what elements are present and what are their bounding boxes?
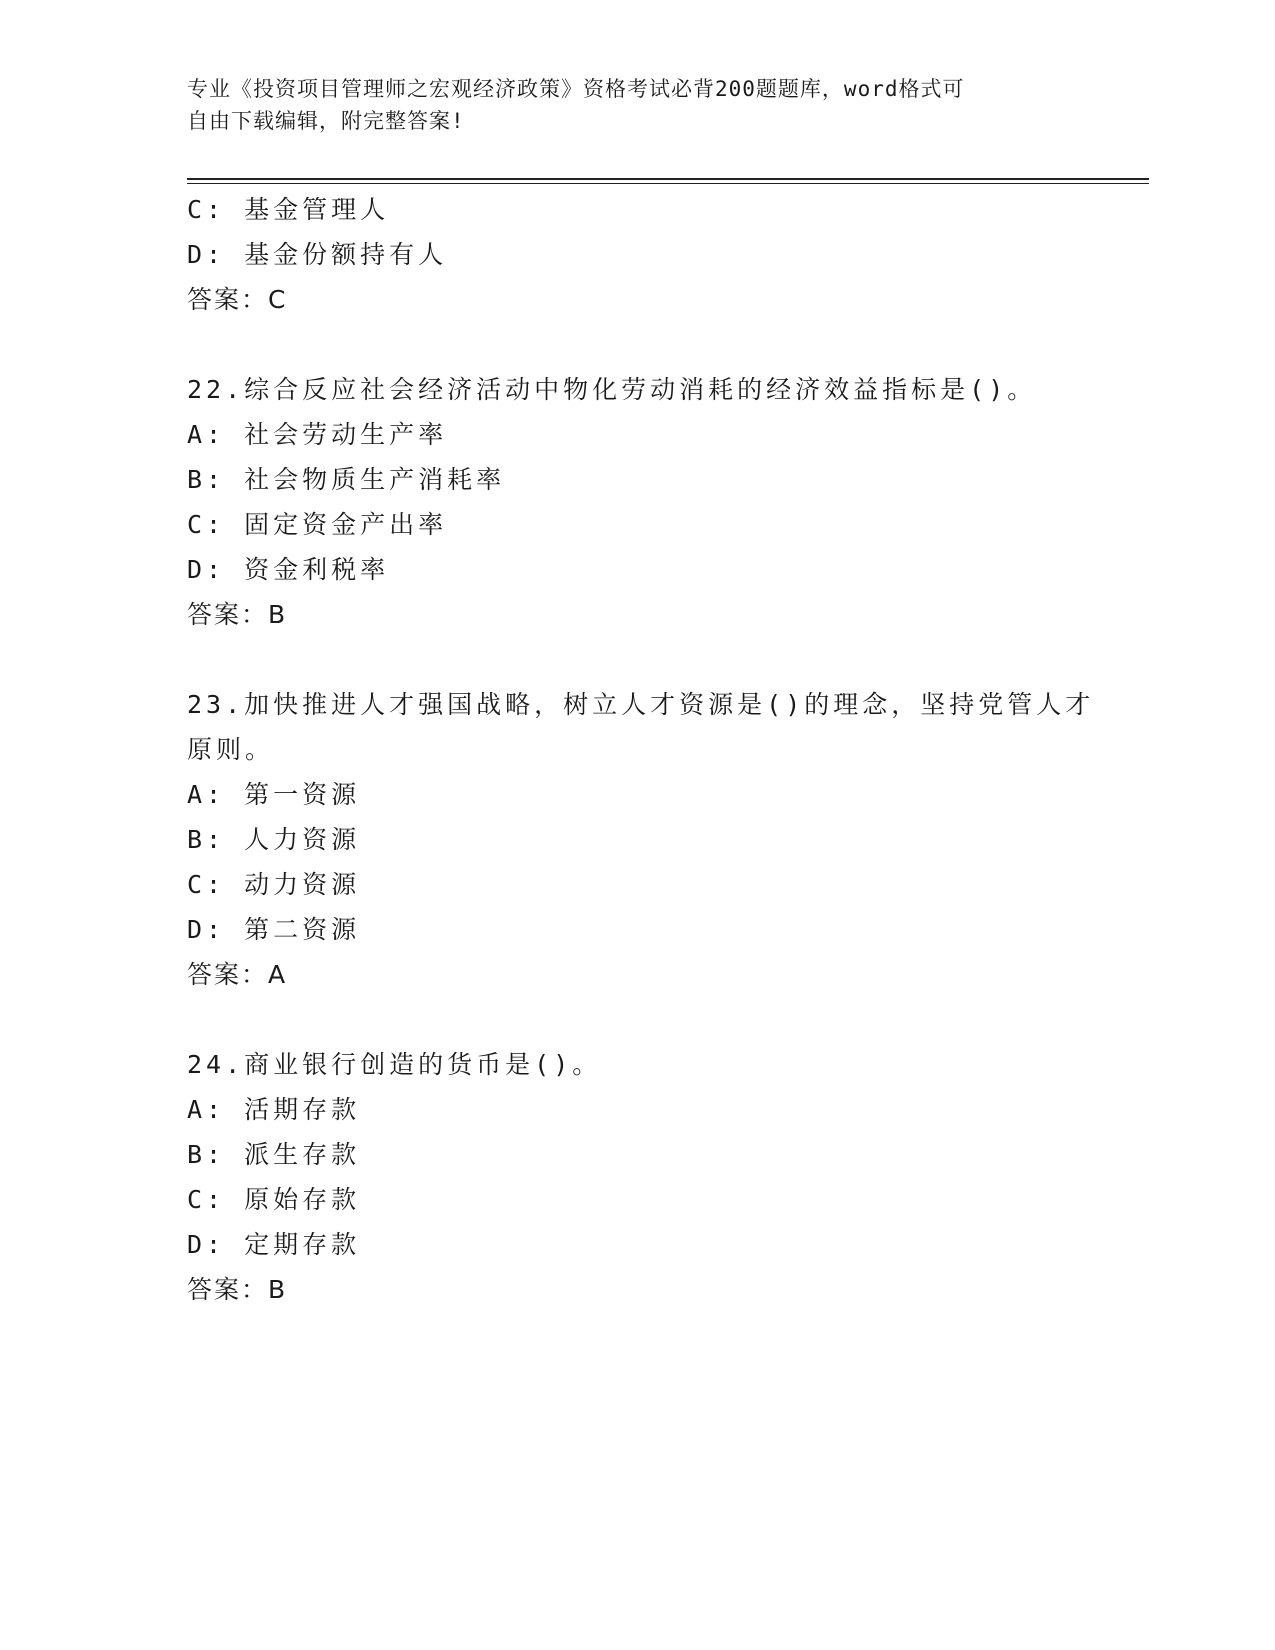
question-22-option-d: D: 资金利税率 [187, 555, 390, 584]
question-23-option-a: A: 第一资源 [187, 780, 361, 809]
document-header [187, 73, 1067, 137]
question-22-option-a: A: 社会劳动生产率 [187, 420, 448, 449]
prev-option-c: C: 基金管理人 [187, 195, 390, 224]
question-24-answer: 答案：B [187, 1275, 288, 1304]
header-rule-thin [187, 183, 1149, 184]
question-22-option-c: C: 固定资金产出率 [187, 510, 448, 539]
prev-option-d: D: 基金份额持有人 [187, 240, 448, 269]
header-line-2: 自由下载编辑，附完整答案! [187, 109, 465, 133]
prev-answer: 答案：C [187, 285, 288, 314]
question-22-option-b: B: 社会物质生产消耗率 [187, 465, 506, 494]
question-24-option-a: A: 活期存款 [187, 1095, 361, 1124]
question-22-stem: 22.综合反应社会经济活动中物化劳动消耗的经济效益指标是()。 [187, 375, 1037, 404]
question-24-stem: 24.商业银行创造的货币是()。 [187, 1050, 602, 1079]
question-23-option-c: C: 动力资源 [187, 870, 361, 899]
header-line-1: 专业《投资项目管理师之宏观经济政策》资格考试必背200题题库，word格式可 [187, 77, 965, 101]
question-22-answer: 答案：B [187, 600, 288, 629]
header-rule-thick [187, 178, 1149, 180]
question-23-stem-line-1: 23.加快推进人才强国战略，树立人才资源是()的理念，坚持党管人才 [187, 690, 1095, 719]
question-24-option-d: D: 定期存款 [187, 1230, 361, 1259]
question-24-option-b: B: 派生存款 [187, 1140, 361, 1169]
question-23-stem-line-2: 原则。 [187, 735, 275, 764]
question-23-option-b: B: 人力资源 [187, 825, 361, 854]
question-23-option-d: D: 第二资源 [187, 915, 361, 944]
question-24-option-c: C: 原始存款 [187, 1185, 361, 1214]
question-23-answer: 答案：A [187, 960, 288, 989]
